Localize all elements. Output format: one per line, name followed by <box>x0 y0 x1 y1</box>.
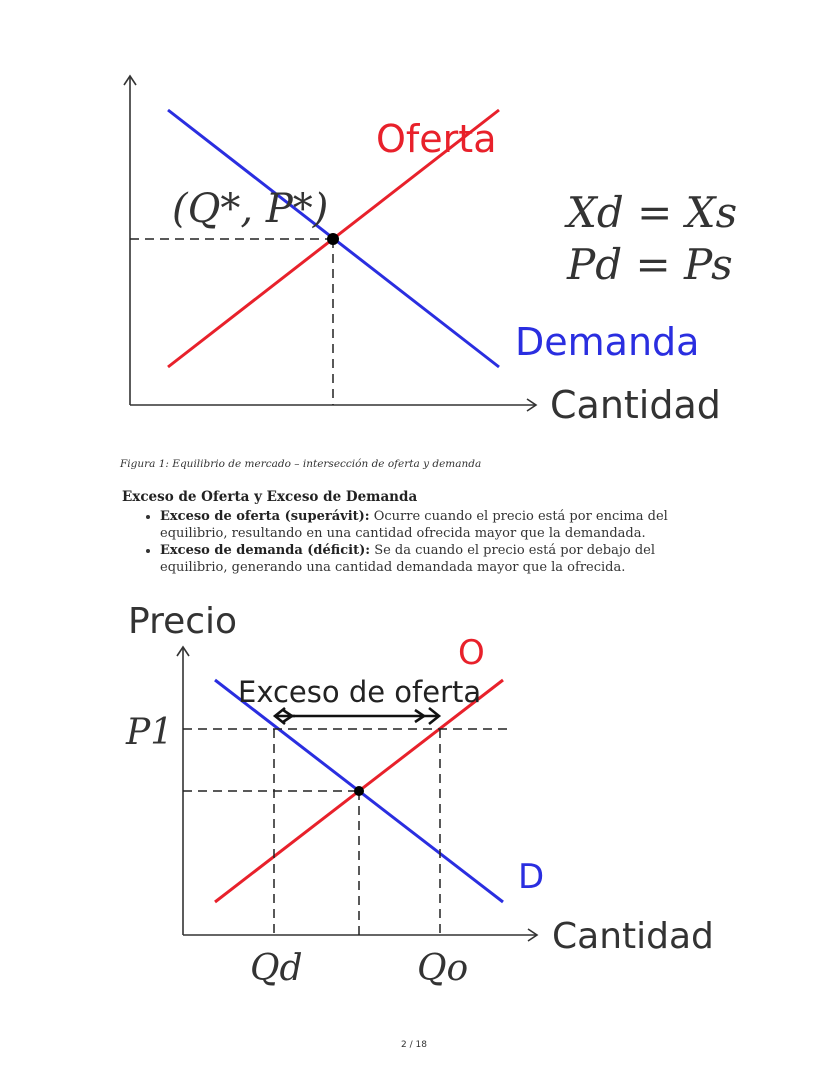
excess-label: Exceso de oferta <box>238 675 482 709</box>
equation-price: Pd = Ps <box>567 240 733 289</box>
list-item <box>160 542 722 576</box>
text-excess-supply: Ocurre cuando el precio está por encima del equilibrio, resultando en una cantidad ofrecida mayor que la demandada. <box>160 509 668 541</box>
equilibrium-point <box>354 786 364 796</box>
qd-label: Qd <box>250 948 303 989</box>
section-title: Exceso de Oferta y Exceso de Demanda <box>122 489 418 505</box>
equilibrium-label: (Q*, P*) <box>172 186 329 232</box>
x-axis-label: Cantidad <box>550 383 721 427</box>
y-axis-label: Precio <box>128 601 238 642</box>
x-axis-label: Cantidad <box>552 916 714 957</box>
figure-caption: Figura 1: Equilibrio de mercado – intersección de oferta y demanda <box>120 458 482 470</box>
equilibrium-point <box>327 233 339 245</box>
figure-excess-supply <box>125 601 714 989</box>
excess-section <box>122 489 722 576</box>
term-excess-demand: Exceso de demanda (déficit): <box>160 543 371 558</box>
p1-label: P1 <box>126 712 174 753</box>
page-number: 2 / 18 <box>401 1040 427 1050</box>
bullet-list <box>122 508 722 576</box>
demand-label: D <box>518 857 545 897</box>
demand-label: Demanda <box>515 320 700 364</box>
supply-label: O <box>458 633 485 673</box>
term-excess-supply: Exceso de oferta (superávit): <box>160 509 370 524</box>
figure-equilibrium <box>130 76 737 427</box>
qo-label: Qo <box>417 948 469 989</box>
text-excess-demand: Se da cuando el precio está por debajo del equilibrio, generando una cantidad demandada mayor que la ofrecida. <box>160 543 656 575</box>
supply-label: Oferta <box>376 117 497 161</box>
equation-quantity: Xd = Xs <box>567 188 738 237</box>
list-item <box>160 508 722 542</box>
